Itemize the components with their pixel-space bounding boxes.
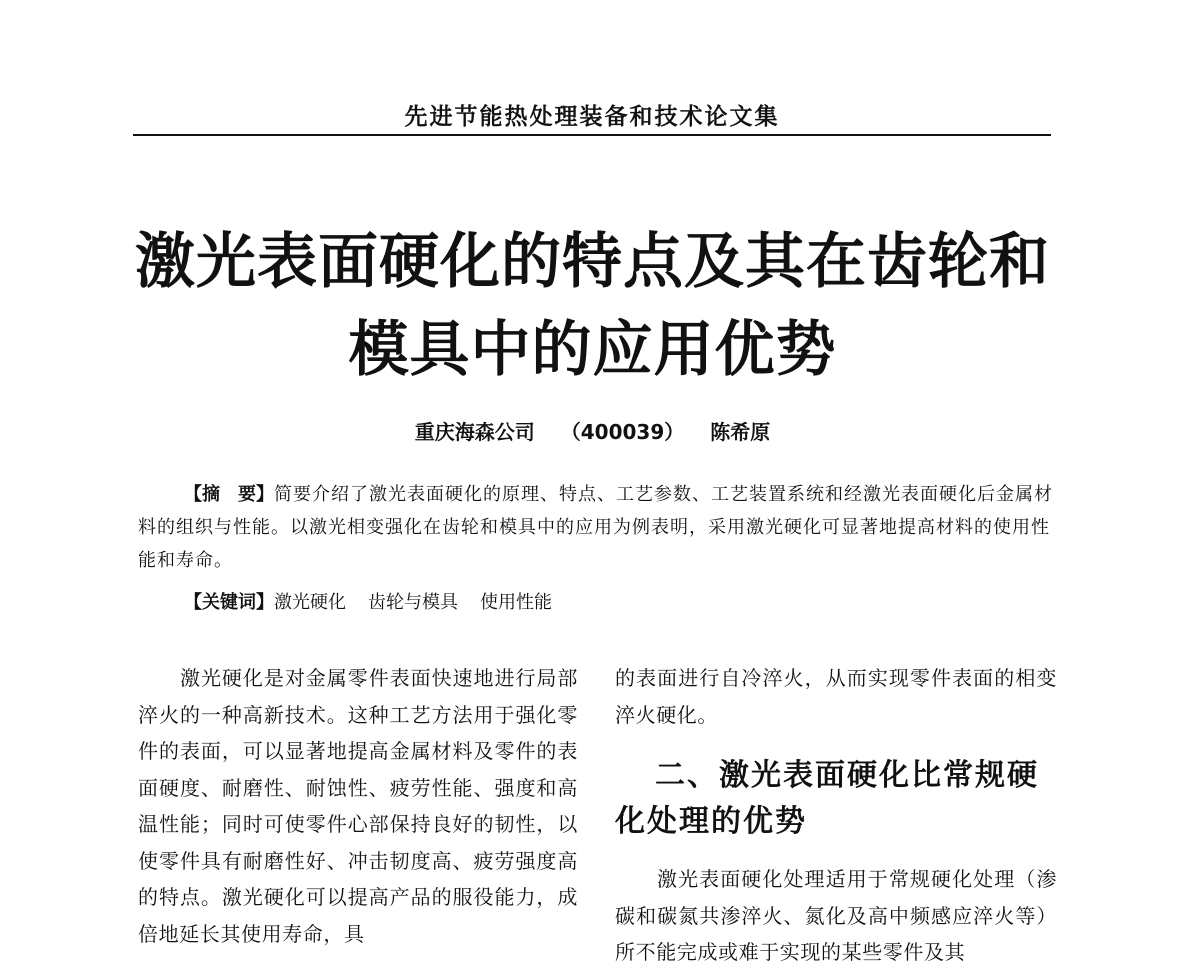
keywords xyxy=(184,588,1054,618)
postal-code: （400039） xyxy=(560,420,685,444)
running-header: 先进节能热处理装备和技术论文集 xyxy=(133,100,1051,136)
keywords-label: 【关键词】 xyxy=(184,592,274,613)
author-name: 陈希原 xyxy=(710,420,771,444)
body-column-right xyxy=(615,660,1057,971)
abstract-text: 简要介绍了激光表面硬化的原理、特点、工艺参数、工艺装置系统和经激光表面硬化后金属材料的组织与性能。以激光相变强化在齿轮和模具中的应用为例表明，采用激光硬化可显著地提高材料的使用性能和寿命。 xyxy=(138,484,1053,571)
article-title xyxy=(100,218,1085,394)
byline xyxy=(200,416,985,448)
keyword-item: 齿轮与模具 xyxy=(368,592,458,613)
abstract-label: 【摘 要】 xyxy=(184,484,274,505)
body-paragraph: 激光表面硬化处理适用于常规硬化处理（渗碳和碳氮共渗淬火、氮化及高中频感应淬火等）所不能完成或难于实现的某些零件及其 xyxy=(615,867,1057,964)
section-heading: 二、激光表面硬化比常规硬化处理的优势 xyxy=(615,758,1039,839)
body-column-left xyxy=(138,660,578,952)
keyword-item: 激光硬化 xyxy=(274,592,346,613)
article-title-line-1: 激光表面硬化的特点及其在齿轮和 xyxy=(135,227,1050,297)
abstract xyxy=(138,478,1056,577)
body-paragraph: 激光硬化是对金属零件表面快速地进行局部淬火的一种高新技术。这种工艺方法用于强化零件的表面，可以显著地提高金属材料及零件的表面硬度、耐磨性、耐蚀性、疲劳性能、强度和高温性能；同时可使零件心部保持良好的韧性，以使零件具有耐磨性好、冲击韧度高、疲劳强度高的特点。激光硬化可以提高产品的服役能力，成倍地延长其使用寿命，具 xyxy=(138,666,578,946)
body-paragraph-continued: 的表面进行自冷淬火，从而实现零件表面的相变淬火硬化。 xyxy=(615,666,1057,727)
affiliation: 重庆海森公司 xyxy=(414,420,535,444)
article-title-line-2: 模具中的应用优势 xyxy=(348,315,837,385)
keyword-item: 使用性能 xyxy=(480,592,552,613)
